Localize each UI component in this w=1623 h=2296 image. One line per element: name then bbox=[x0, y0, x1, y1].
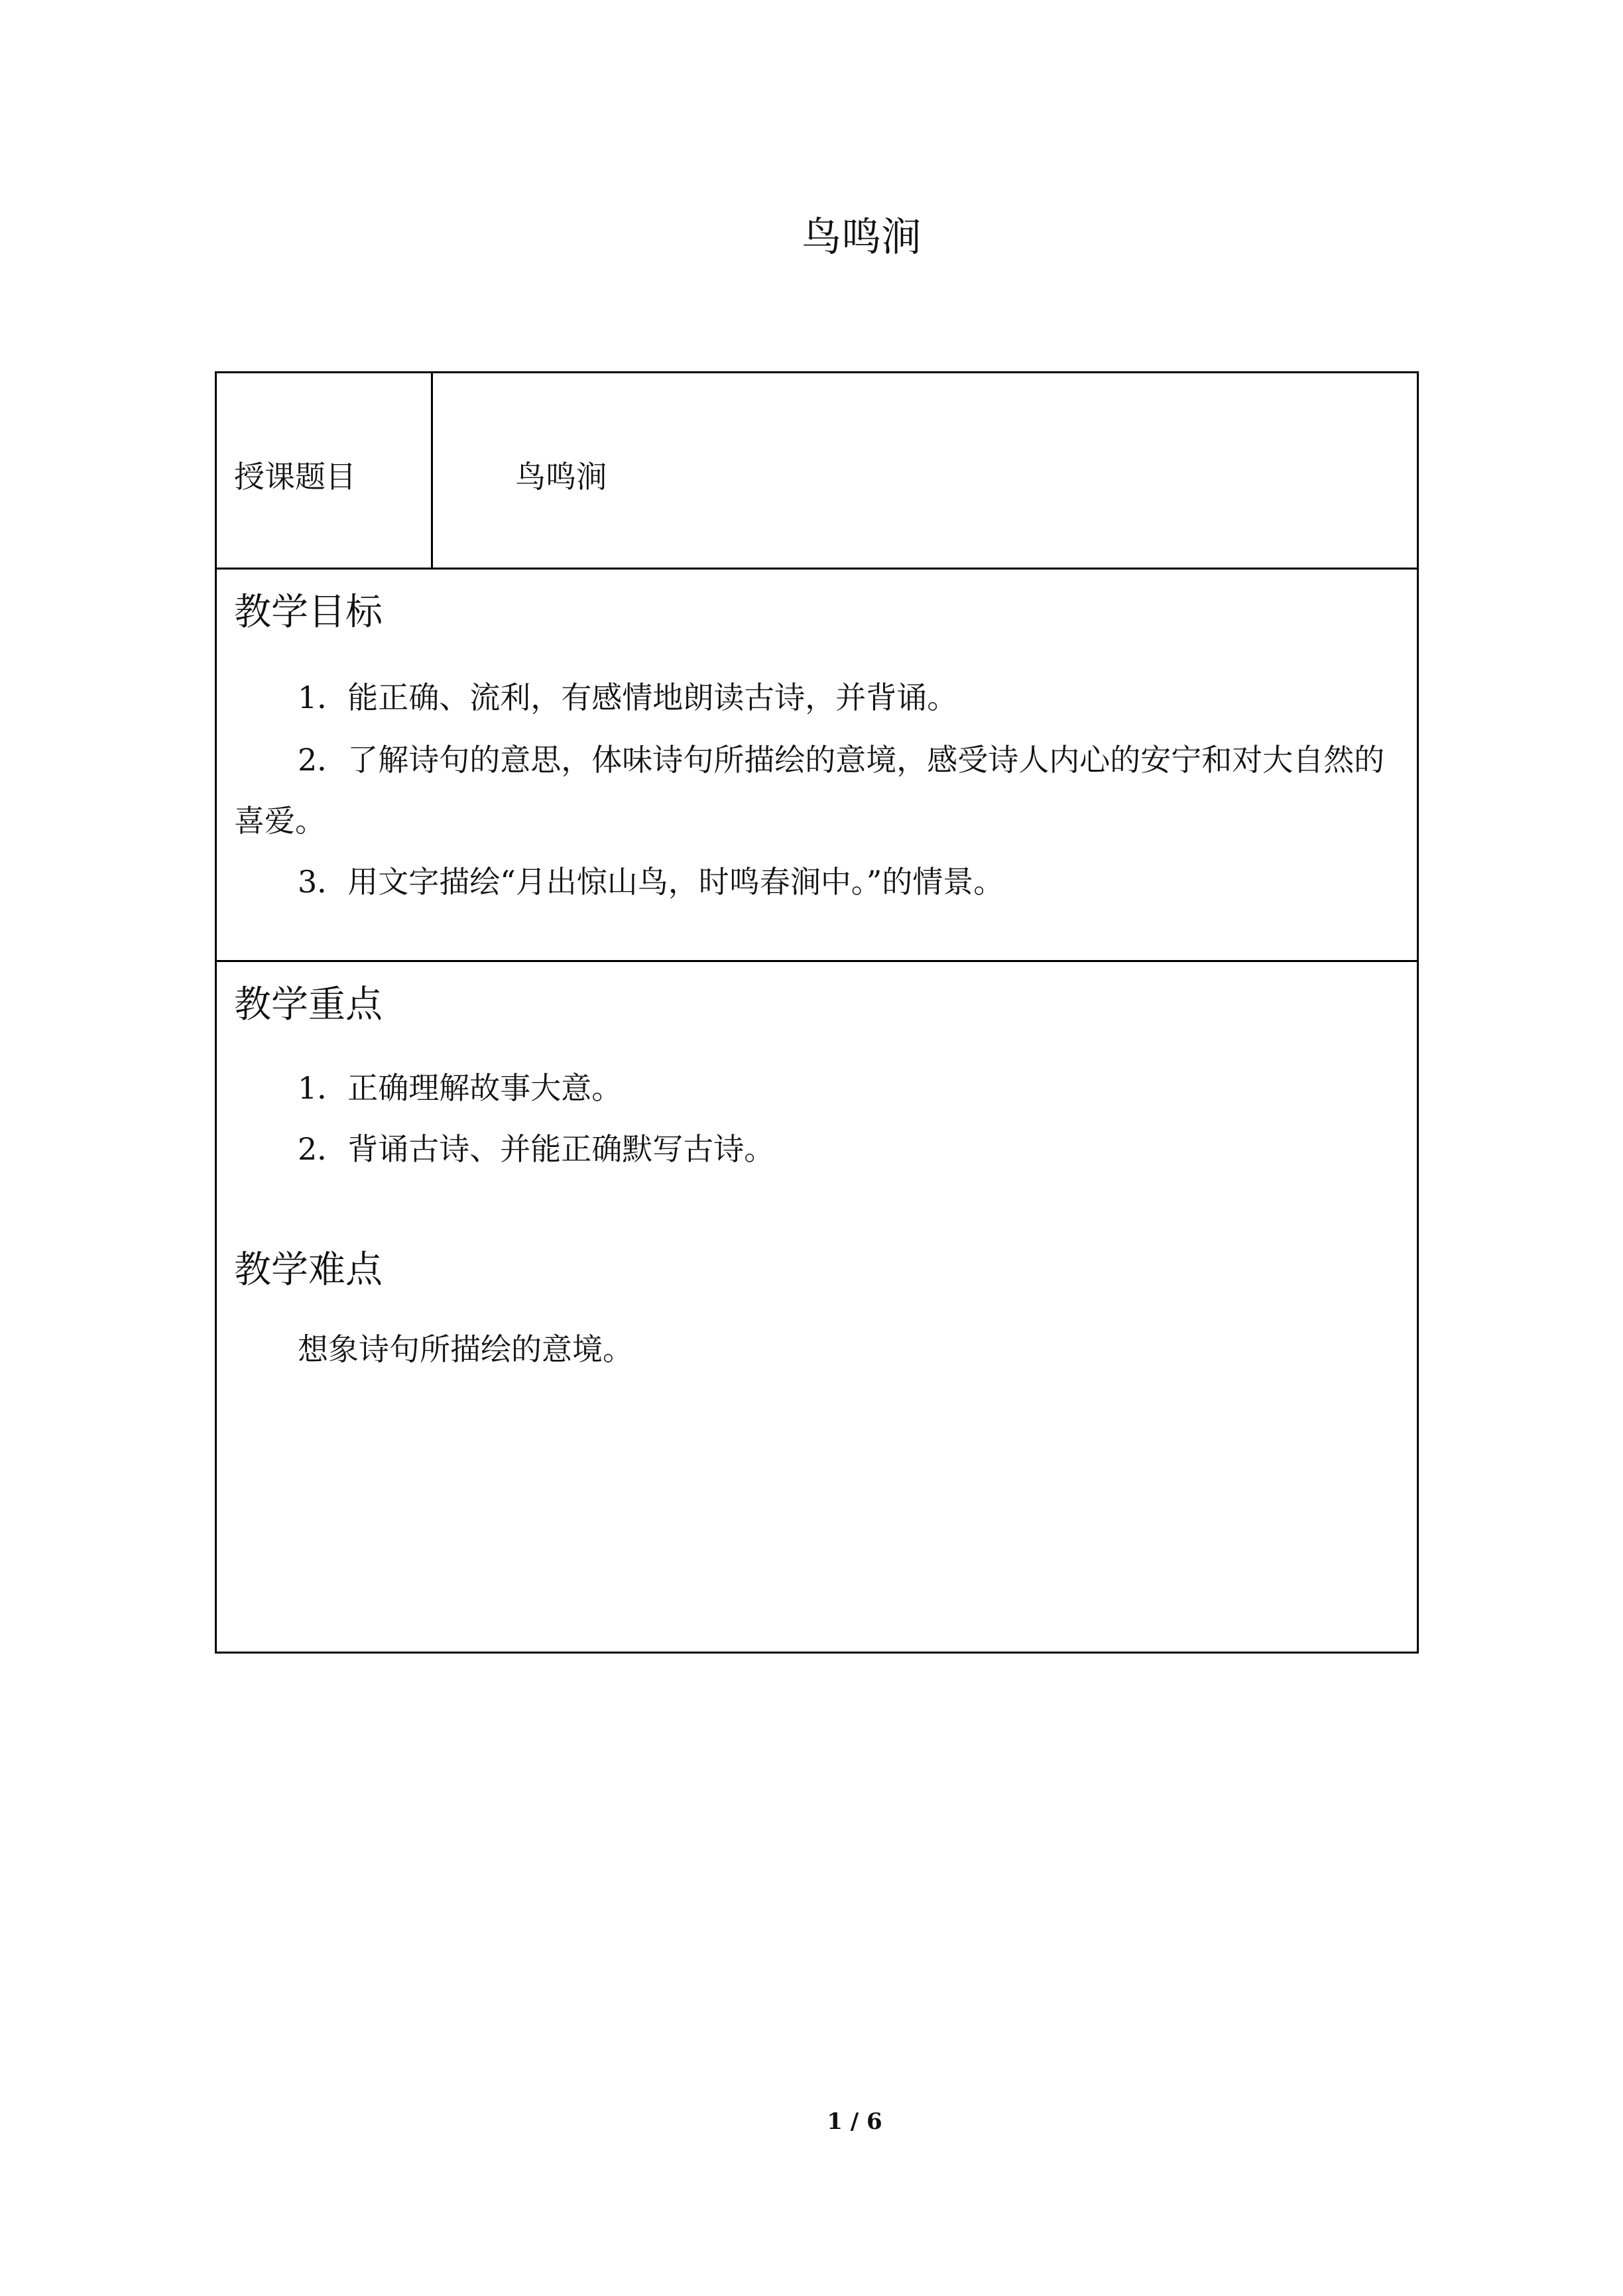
teaching-goals-section bbox=[217, 570, 1417, 962]
document-title: 鸟鸣涧 bbox=[802, 214, 921, 261]
difficulties-heading: 教学难点 bbox=[234, 1248, 383, 1292]
goal-item: 2．了解诗句的意思，体味诗句所描绘的意境，感受诗人内心的安宁和对大自然的喜爱。 bbox=[234, 742, 1385, 839]
goal-item: 1．能正确、流利，有感情地朗读古诗，并背诵。 bbox=[298, 680, 958, 715]
key-point-item: 1．正确理解故事大意。 bbox=[298, 1070, 623, 1106]
topic-label-cell bbox=[217, 373, 433, 568]
topic-value: 鸟鸣涧 bbox=[515, 459, 607, 495]
key-and-difficult-points-section bbox=[217, 962, 1417, 1652]
topic-label: 授课题目 bbox=[234, 459, 356, 495]
lesson-plan-table bbox=[215, 371, 1419, 1654]
teaching-goals-heading: 教学目标 bbox=[234, 591, 383, 634]
key-point-item: 2．背诵古诗、并能正确默写古诗。 bbox=[298, 1131, 775, 1167]
topic-row bbox=[217, 373, 1417, 570]
page-number: 1 / 6 bbox=[827, 2108, 882, 2135]
goal-item: 3．用文字描绘“月出惊山鸟，时鸣春涧中。”的情景。 bbox=[298, 864, 1004, 900]
difficulty-item: 想象诗句所描绘的意境。 bbox=[298, 1331, 633, 1367]
key-points-heading: 教学重点 bbox=[234, 983, 383, 1026]
